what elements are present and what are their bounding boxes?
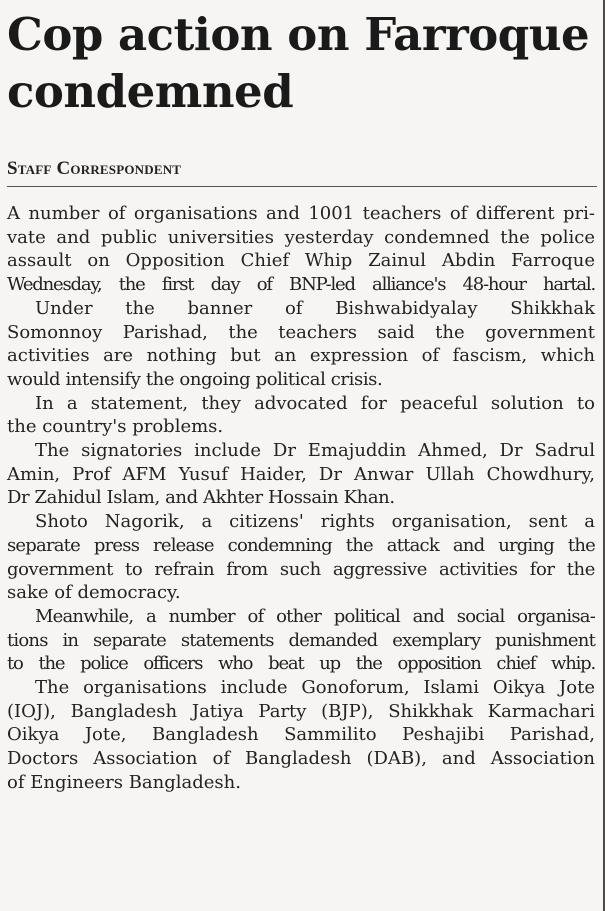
body-line: Doctors Association of Bangladesh (DAB), and Association — [7, 748, 595, 770]
body-line: sake of democracy. — [7, 582, 181, 604]
headline-line: condemned — [7, 65, 294, 118]
body-line: Wednesday, the first day of BNP-led alliance's 48-hour hartal. — [7, 274, 595, 296]
body-line: government to refrain from such aggressive activities for the — [7, 558, 595, 580]
body-line: Dr Zahidul Islam, and Akhter Hossain Khan. — [7, 487, 395, 509]
body-line: separate press release condemning the attack and urging the — [7, 534, 595, 556]
body-line: to the police officers who beat up the opposition chief whip. — [7, 653, 595, 675]
body-line: tions in separate statements demanded exemplary punishment — [7, 629, 595, 651]
body-line: assault on Opposition Chief Whip Zainul Abdin Farroque — [7, 250, 595, 272]
article-body — [7, 202, 595, 795]
body-line: The organisations include Gonoforum, Islami Oikya Jote — [35, 677, 595, 699]
body-line: vate and public universities yesterday condemned the police — [7, 226, 595, 248]
body-line: Shoto Nagorik, a citizens' rights organisation, sent a — [35, 511, 595, 533]
body-line: The signatories include Dr Emajuddin Ahmed, Dr Sadrul — [35, 440, 595, 462]
body-line: of Engineers Bangladesh. — [7, 771, 241, 793]
body-line: would intensify the ongoing political crisis. — [7, 368, 383, 390]
byline-divider — [7, 186, 597, 187]
headline — [7, 6, 599, 120]
body-line: Amin, Prof AFM Yusuf Haider, Dr Anwar Ullah Chowdhury, — [7, 463, 595, 485]
body-line: activities are nothing but an expression of fascism, which — [7, 345, 595, 367]
body-line: (IOJ), Bangladesh Jatiya Party (BJP), Shikkhak Karmachari — [7, 700, 595, 722]
headline-line: Cop action on Farroque — [7, 8, 590, 61]
body-line: Under the banner of Bishwabidyalay Shikkhak — [35, 297, 595, 319]
body-line: Somonnoy Parishad, the teachers said the government — [7, 321, 595, 343]
body-line: In a statement, they advocated for peaceful solution to — [35, 392, 595, 414]
body-line: Oikya Jote, Bangladesh Sammilito Peshajibi Parishad, — [7, 724, 595, 746]
byline: Staff Correspondent — [7, 158, 182, 179]
body-line: A number of organisations and 1001 teachers of different pri- — [7, 203, 595, 224]
body-line: the country's problems. — [7, 416, 224, 438]
body-line: Meanwhile, a number of other political and social organisa- — [35, 605, 595, 627]
